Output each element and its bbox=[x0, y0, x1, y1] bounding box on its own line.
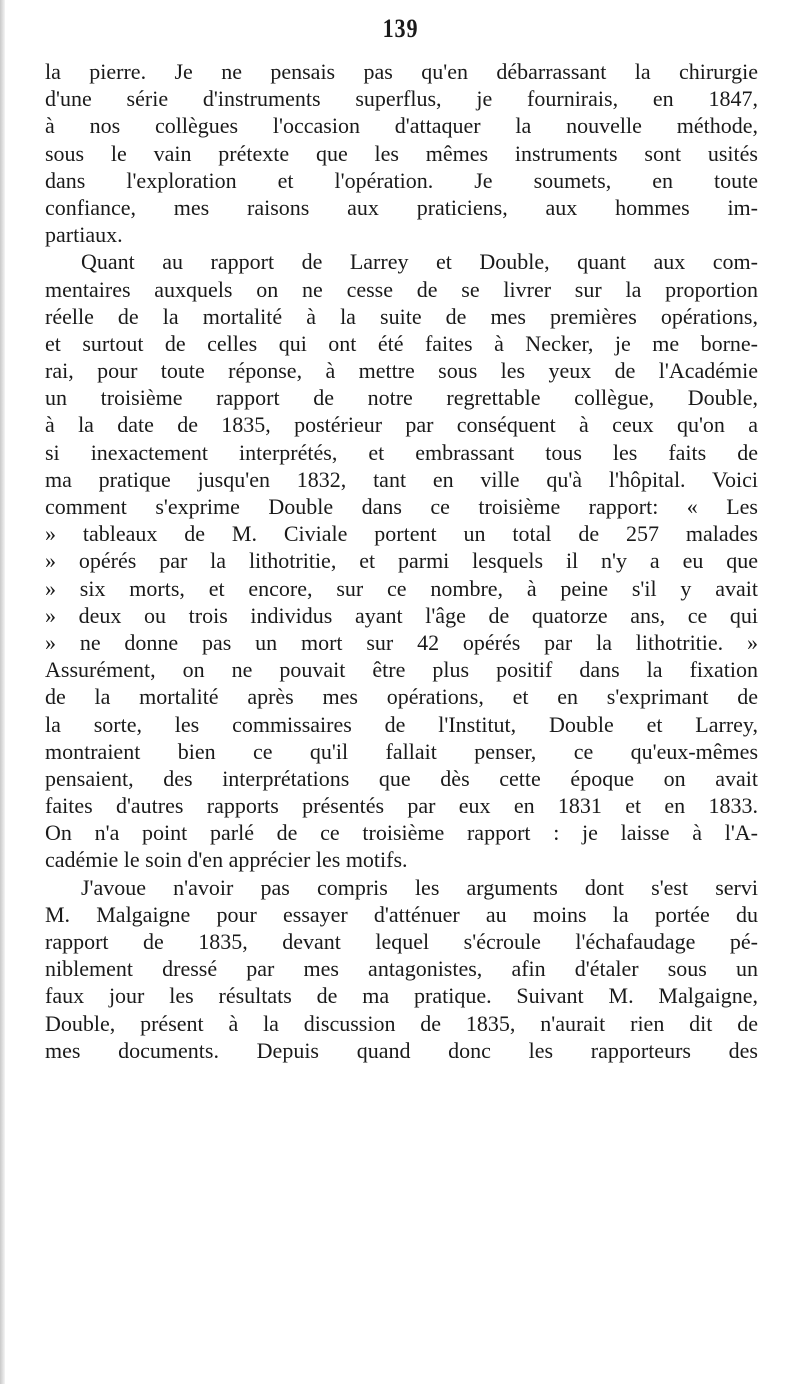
text-line: confiance, mes raisons aux praticiens, aux hommes im- bbox=[45, 194, 758, 220]
text-line: la pierre. Je ne pensais pas qu'en débarrassant la chirurgie bbox=[45, 59, 758, 84]
text-line: niblement dressé par mes antagonistes, afin d'étaler sous un bbox=[45, 956, 758, 982]
text-line: Double, présent à la discussion de 1835, n'aurait rien dit de bbox=[45, 1010, 758, 1036]
text-line: faites d'autres rapports présentés par eux en 1831 et en 1833. bbox=[45, 793, 758, 819]
text-line: J'avoue n'avoir pas compris les arguments dont s'est servi bbox=[81, 874, 758, 900]
text-line: montraient bien ce qu'il fallait penser, ce qu'eux-mêmes bbox=[45, 738, 758, 764]
text-line: ma pratique jusqu'en 1832, tant en ville qu'à l'hôpital. Voici bbox=[45, 466, 758, 492]
text-line: » ne donne pas un mort sur 42 opérés par la lithotritie. » bbox=[45, 629, 758, 655]
text-line: dans l'exploration et l'opération. Je soumets, en toute bbox=[45, 167, 758, 193]
text-line: pensaient, des interprétations que dès cette époque on avait bbox=[45, 765, 758, 791]
text-line: M. Malgaigne pour essayer d'atténuer au moins la portée du bbox=[45, 901, 758, 927]
text-line: d'une série d'instruments superflus, je fournirais, en 1847, bbox=[45, 86, 758, 112]
text-line: à nos collègues l'occasion d'attaquer la nouvelle méthode, bbox=[45, 113, 758, 139]
text-line: faux jour les résultats de ma pratique. Suivant M. Malgaigne, bbox=[45, 983, 758, 1009]
text-line: cadémie le soin d'en apprécier les motifs. bbox=[45, 847, 408, 873]
text-line: la sorte, les commissaires de l'Institut, Double et Larrey, bbox=[45, 711, 758, 737]
text-line: et surtout de celles qui ont été faites à Necker, je me borne- bbox=[45, 330, 758, 356]
text-line: comment s'exprime Double dans ce troisième rapport: « Les bbox=[45, 494, 758, 519]
text-line: » deux ou trois individus ayant l'âge de quatorze ans, ce qui bbox=[45, 602, 758, 628]
text-line: réelle de la mortalité à la suite de mes premières opérations, bbox=[45, 303, 758, 329]
text-line: rai, pour toute réponse, à mettre sous les yeux de l'Académie bbox=[45, 358, 758, 384]
text-line: On n'a point parlé de ce troisième rapport : je laisse à l'A- bbox=[45, 820, 758, 846]
text-line: mes documents. Depuis quand donc les rapporteurs des bbox=[45, 1037, 758, 1063]
body-text bbox=[45, 58, 758, 1064]
scan-edge bbox=[0, 0, 5, 1384]
text-line: mentaires auxquels on ne cesse de se livrer sur la proportion bbox=[45, 276, 758, 302]
text-line: sous le vain prétexte que les mêmes instruments sont usités bbox=[45, 140, 758, 166]
text-line: Assurément, on ne pouvait être plus positif dans la fixation bbox=[45, 657, 758, 683]
text-line: partiaux. bbox=[45, 222, 123, 248]
text-line: Quant au rapport de Larrey et Double, quant aux com- bbox=[81, 249, 758, 275]
text-line: » opérés par la lithotritie, et parmi lesquels il n'y a eu que bbox=[45, 548, 758, 574]
text-line: si inexactement interprétés, et embrassant tous les faits de bbox=[45, 439, 758, 465]
text-line: rapport de 1835, devant lequel s'écroule l'échafaudage pé- bbox=[45, 929, 758, 954]
text-line: » tableaux de M. Civiale portent un total de 257 malades bbox=[45, 521, 758, 547]
text-line: » six morts, et encore, sur ce nombre, à peine s'il y avait bbox=[45, 575, 758, 601]
text-line: à la date de 1835, postérieur par conséquent à ceux qu'on a bbox=[45, 412, 758, 438]
text-line: de la mortalité après mes opérations, et en s'exprimant de bbox=[45, 684, 758, 710]
text-line: un troisième rapport de notre regrettable collègue, Double, bbox=[45, 385, 758, 411]
page-number: 139 bbox=[382, 14, 419, 43]
